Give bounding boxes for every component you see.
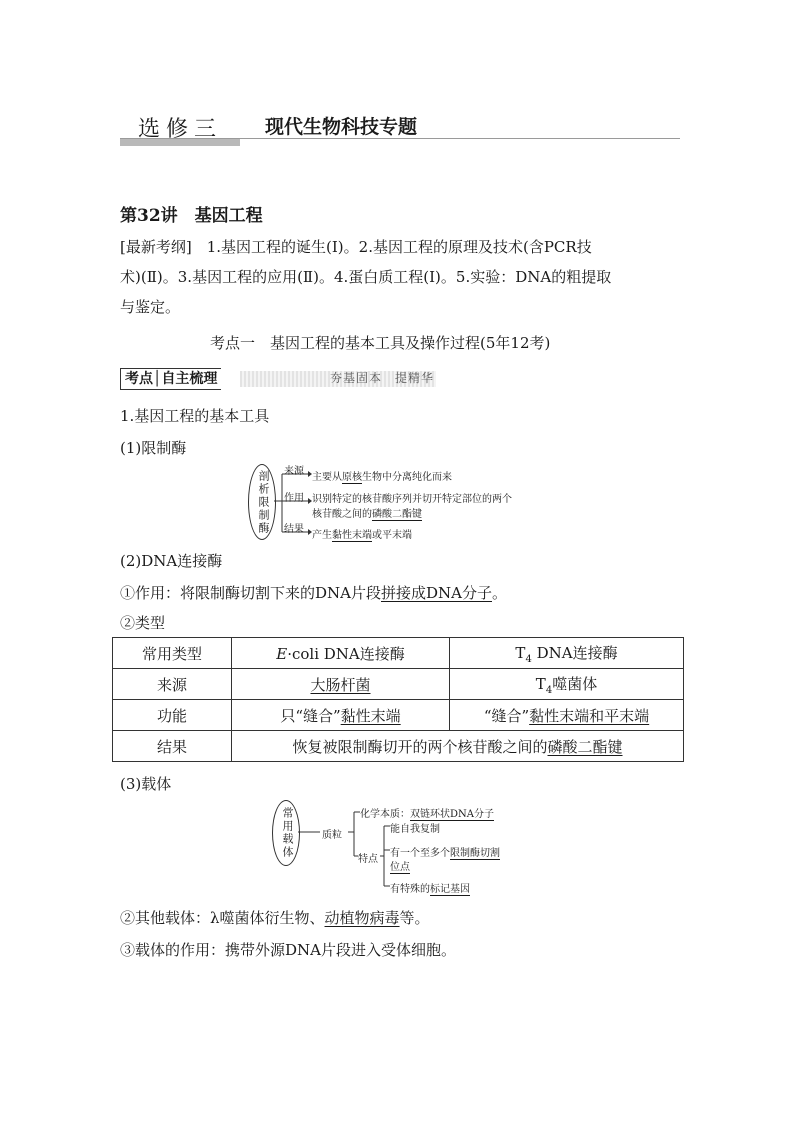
diagram1-function-line1: 识别特定的核苷酸序列并切开特定部位的两个 [312, 494, 512, 505]
table-row [113, 700, 684, 731]
section-tag [120, 368, 438, 390]
module-title: 选修三 [138, 117, 223, 142]
ligase-function: ①作用：将限制酶切割下来的DNA片段拼接成DNA分子。 [120, 584, 508, 602]
diagram1-source-text: 主要从原核生物中分离纯化而来 [312, 472, 452, 483]
vector-diagram [272, 800, 532, 896]
diagram2-oval-text: 常用载体 [281, 807, 294, 859]
diagram1-function-label: 作用 [284, 493, 304, 504]
diagram1-result-label: 结果 [284, 524, 304, 535]
diagram1-function-line2: 核苷酸之间的磷酸二酯键 [312, 509, 422, 520]
other-vectors: ②其他载体：λ噬菌体衍生物、动植物病毒等。 [120, 909, 430, 927]
diagram1-source-label: 来源 [284, 466, 304, 477]
tag-label: 考点│自主梳理 [120, 368, 221, 390]
section-1-title: 1.基因工程的基本工具 [120, 407, 270, 425]
table-row [113, 669, 684, 700]
diagram2-f2-line2: 位点 [390, 862, 410, 873]
diagram1-oval-text: 剖析限制酶 [257, 470, 270, 535]
ligase-table [112, 637, 684, 762]
lecture-title: 第32讲 基因工程 [120, 206, 263, 226]
module-subtitle: 现代生物科技专题 [265, 116, 418, 138]
ligase-types-title: ②类型 [120, 614, 166, 632]
table-cell: $T_4$噬菌体 [450, 669, 684, 700]
table-cell: 恢复被限制酶切开的两个核苷酸之间的磷酸二酯键 [232, 731, 684, 762]
diagram2-f3: 有特殊的标记基因 [390, 884, 470, 895]
syllabus [120, 236, 690, 318]
diagram2-chem: 化学本质：双链环状DNA分子 [360, 809, 494, 820]
diagram2-f2: 有一个至多个限制酶切割 [390, 848, 500, 859]
diagram1-result-text: 产生黏性末端或平末端 [312, 530, 412, 541]
section-2-title: (2)DNA连接酶 [120, 552, 223, 570]
table-cell: “缝合”黏性末端和平末端 [450, 700, 684, 731]
tag-motto: 夯基固本 提精华 [330, 371, 435, 385]
table-header-cell: $T_4$ DNA连接酶 [450, 638, 684, 669]
diagram2-f1: 能自我复制 [390, 824, 440, 835]
table-header-cell: E·coli DNA连接酶 [232, 638, 450, 669]
syllabus-line2: 术)(Ⅱ)。3.基因工程的应用(Ⅱ)。4.蛋白质工程(Ⅰ)。5.实验：DNA的粗提取 [120, 268, 612, 286]
syllabus-line3: 与鉴定。 [120, 298, 181, 316]
table-cell: 结果 [113, 731, 232, 762]
table-row [113, 731, 684, 762]
restriction-enzyme-diagram [248, 464, 558, 540]
table-cell: 功能 [113, 700, 232, 731]
section-1-sub: (1)限制酶 [120, 439, 187, 457]
exam-point-title: 考点一 基因工程的基本工具及操作过程(5年12考) [210, 334, 551, 352]
table-cell: 来源 [113, 669, 232, 700]
table-cell: 大肠杆菌 [232, 669, 450, 700]
table-row [113, 638, 684, 669]
diagram2-plasmid: 质粒 [322, 830, 342, 841]
table-header-cell: 常用类型 [113, 638, 232, 669]
table-cell: 只“缝合”黏性末端 [232, 700, 450, 731]
syllabus-label: [最新考纲] [120, 238, 192, 256]
section-3-title: (3)载体 [120, 775, 172, 793]
vector-role: ③载体的作用：携带外源DNA片段进入受体细胞。 [120, 941, 456, 959]
syllabus-line1: 1.基因工程的诞生(Ⅰ)。2.基因工程的原理及技术(含PCR技 [191, 238, 592, 256]
diagram2-feature: 特点 [358, 854, 378, 865]
